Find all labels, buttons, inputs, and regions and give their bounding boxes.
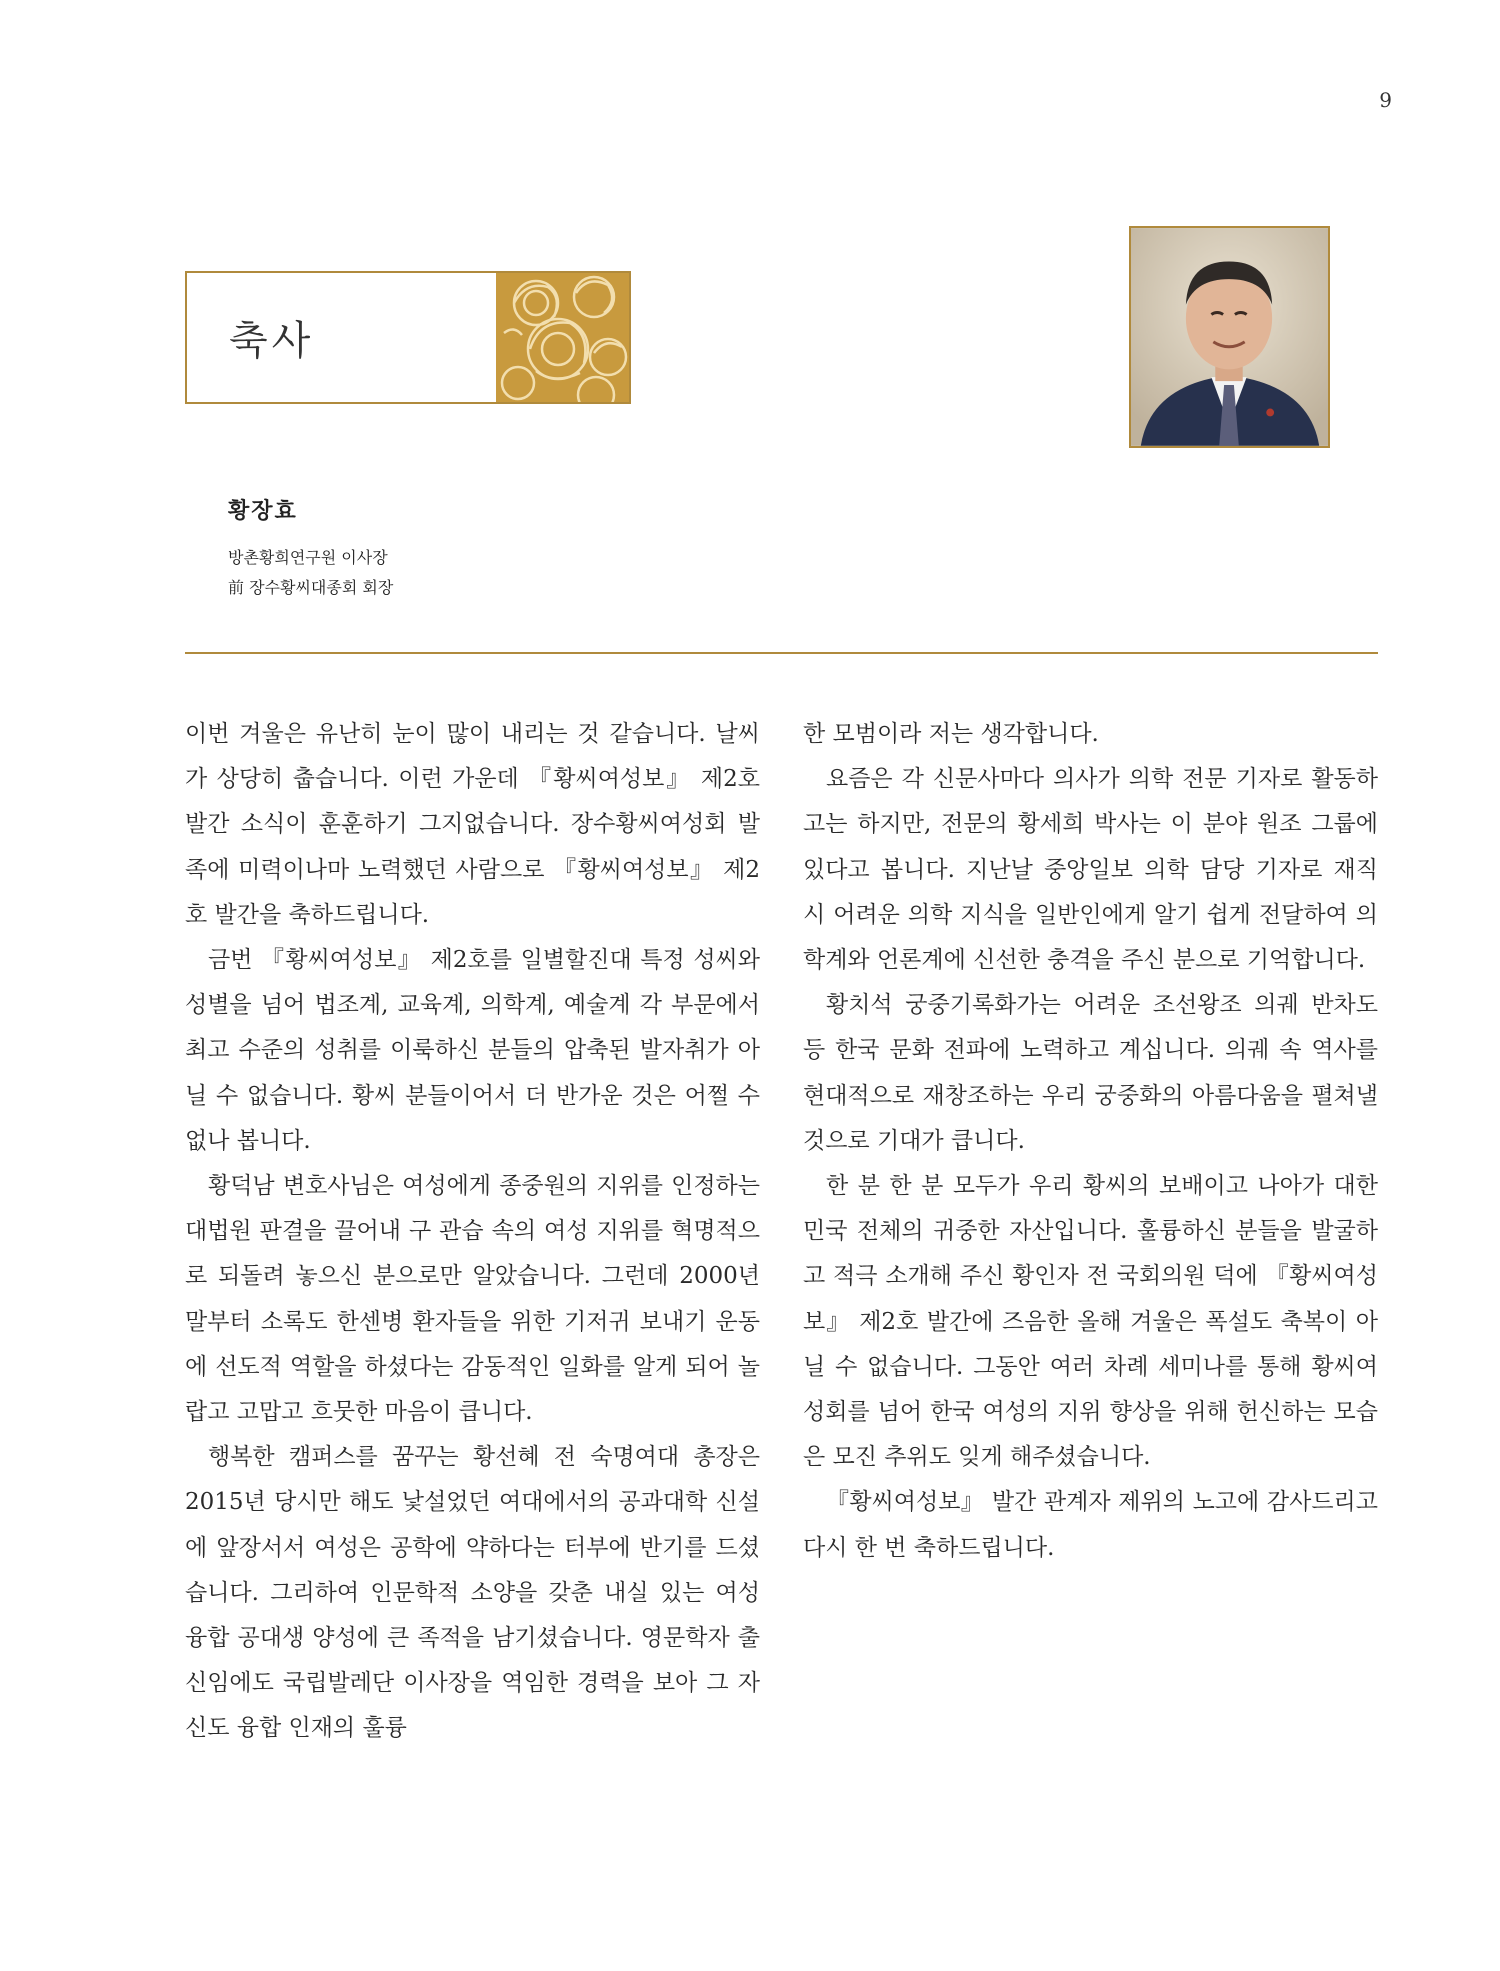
author-name: 황장효 xyxy=(228,499,298,524)
paragraph: 이번 겨울은 유난히 눈이 많이 내리는 것 같습니다. 날씨가 상당히 춥습니다. 이런 가운데 『황씨여성보』 제2호 발간 소식이 훈훈하기 그지없습니다. 장수황씨여성회 발족에 미력이나마 노력했던 사람으로 『황씨여성보』 제2호 발간을 축하드립니다. xyxy=(185,721,760,928)
paragraph: 한 분 한 분 모두가 우리 황씨의 보배이고 나아가 대한민국 전체의 귀중한 자산입니다. 훌륭하신 분들을 발굴하고 적극 소개해 주신 황인자 전 국회의원 덕에 『황씨여성보』 제2호 발간에 즈음한 올해 겨울은 폭설도 축복이 아닐 수 없습니다. 그동안 여러 차례 세미나를 통해 황씨여성회를 넘어 한국 여성의 지위 향상을 위해 헌신하는 모습은 모진 추위도 잊게 해주셨습니다. xyxy=(803,1173,1378,1471)
author-info xyxy=(228,494,393,603)
author-portrait-photo xyxy=(1129,226,1330,448)
paragraph: 요즘은 각 신문사마다 의사가 의학 전문 기자로 활동하고는 하지만, 전문의 황세희 박사는 이 분야 원조 그룹에 있다고 봅니다. 지난날 중앙일보 의학 담당 기자로 재직 시 어려운 의학 지식을 일반인에게 알기 쉽게 전달하여 의학계와 언론계에 신선한 충격을 주신 분으로 기억합니다. xyxy=(803,766,1378,974)
paragraph: 황치석 궁중기록화가는 어려운 조선왕조 의궤 반차도 등 한국 문화 전파에 노력하고 계십니다. 의궤 속 역사를 현대적으로 재창조하는 우리 궁중화의 아름다움을 펼쳐낼 것으로 기대가 큽니다. xyxy=(803,992,1378,1154)
page-number: 9 xyxy=(1379,88,1392,112)
paragraph: 『황씨여성보』 발간 관계자 제위의 노고에 감사드리고 다시 한 번 축하드립니다. xyxy=(803,1489,1378,1561)
paragraph: 행복한 캠퍼스를 꿈꾸는 황선혜 전 숙명여대 총장은 2015년 당시만 해도 낯설었던 여대에서의 공과대학 신설에 앞장서서 여성은 공학에 약하다는 터부에 반기를 드셨습니다. 그리하여 인문학적 소양을 갖춘 내실 있는 여성 융합 공대생 양성에 큰 족적을 남기셨습니다. 영문학자 출신임에도 국립발레단 이사장을 역임한 경력을 보아 그 자신도 융합 인재의 훌륭 xyxy=(185,1444,760,1742)
body-column-left xyxy=(185,712,760,1752)
peony-ornament-icon xyxy=(496,273,629,404)
page-title: 축사 xyxy=(229,318,315,364)
section-divider xyxy=(185,652,1378,654)
paragraph: 한 모범이라 저는 생각합니다. xyxy=(803,721,1099,747)
paragraph: 황덕남 변호사님은 여성에게 종중원의 지위를 인정하는 대법원 판결을 끌어내 구 관습 속의 여성 지위를 혁명적으로 되돌려 놓으신 분으로만 알았습니다. 그런데 2000년 말부터 소록도 한센병 환자들을 위한 기저귀 보내기 운동에 선도적 역할을 하셨다는 감동적인 일화를 알게 되어 놀랍고 고맙고 흐뭇한 마음이 큽니다. xyxy=(185,1173,760,1426)
paragraph: 금번 『황씨여성보』 제2호를 일별할진대 특정 성씨와 성별을 넘어 법조계, 교육계, 의학계, 예술계 각 부문에서 최고 수준의 성취를 이룩하신 분들의 압축된 발자취가 아닐 수 없습니다. 황씨 분들이어서 더 반가운 것은 어쩔 수 없나 봅니다. xyxy=(185,947,760,1154)
author-title-1: 방촌황희연구원 이사장 xyxy=(228,548,388,567)
author-title-2: 前 장수황씨대종회 회장 xyxy=(228,578,394,597)
title-box xyxy=(185,271,631,404)
body-column-right xyxy=(803,712,1378,1571)
